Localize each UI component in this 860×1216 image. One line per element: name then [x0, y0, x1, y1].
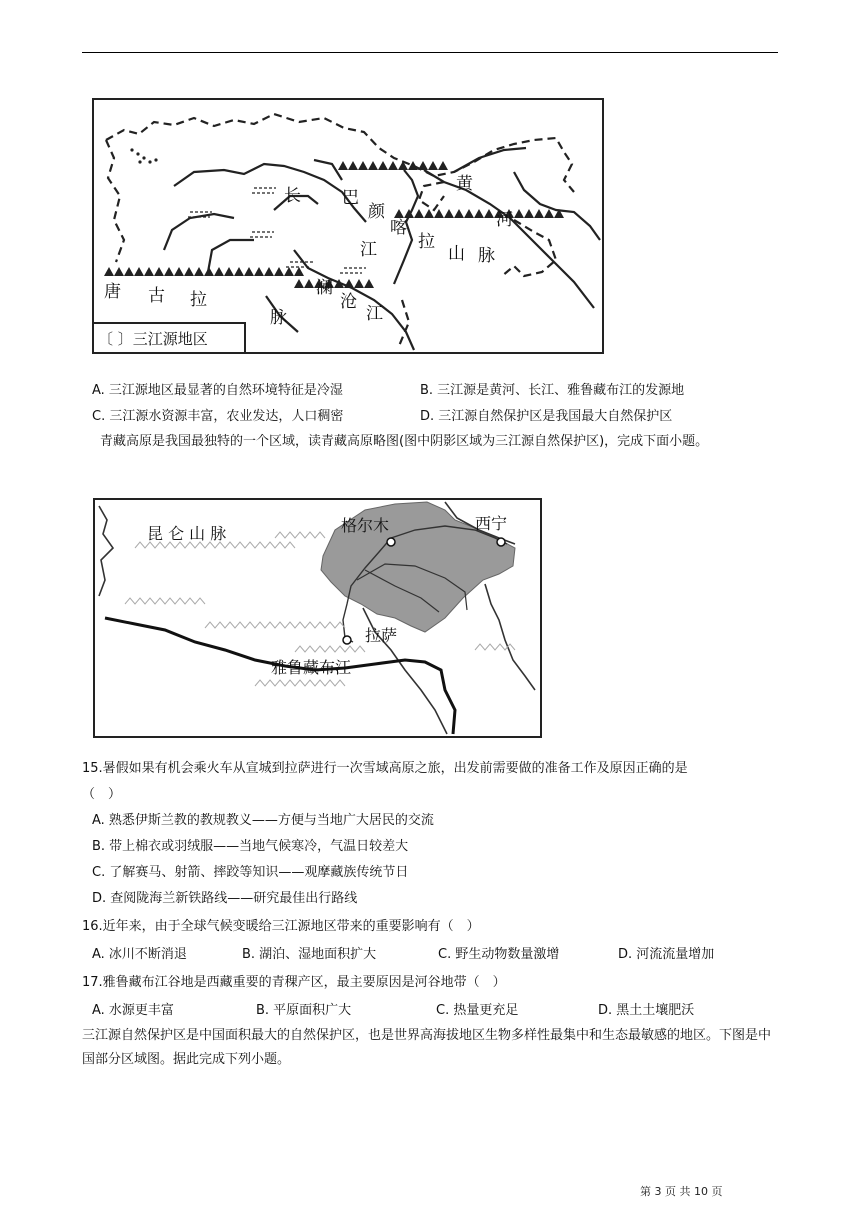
- q16-option-b: B. 湖泊、湿地面积扩大: [242, 947, 377, 962]
- label-ka: 喀: [390, 218, 407, 238]
- q15-stem-line2: （ ）: [82, 787, 122, 802]
- golmud-label: 格尔木: [341, 516, 390, 535]
- label-he: 河: [496, 210, 513, 230]
- q14-option-d: D. 三江源自然保护区是我国最大自然保护区: [420, 409, 673, 424]
- sanjiangyuan-map-marshes: [188, 188, 366, 273]
- label-la: 拉: [418, 232, 435, 252]
- label-gu: 古: [148, 286, 165, 306]
- q17-option-b: B. 平原面积广大: [256, 1003, 352, 1018]
- label-cang: 沧: [340, 292, 357, 312]
- q15-stem-line1: 15.暑假如果有机会乘火车从宣城到拉萨进行一次雪域高原之旅，出发前需要做的准备工作及原因正确的是: [82, 761, 688, 776]
- label-jiang: 江: [360, 240, 377, 260]
- sanjiangyuan-map-mountains: [104, 161, 564, 288]
- q16-option-c: C. 野生动物数量激增: [438, 947, 560, 962]
- closing-paragraph: 三江源自然保护区是中国面积最大的自然保护区，也是世界高海拔地区生物多样性最集中和生态最敏感的地区。下图是中国部分区域图。据此完成下列小题。: [82, 1028, 772, 1067]
- q15-option-a: A. 熟悉伊斯兰教的教规教义——方便与当地广大居民的交流: [92, 813, 434, 828]
- intro-paragraph-2: 青藏高原是我国最独特的一个区域，读青藏高原略图(图中阴影区域为三江源自然保护区)，完成下面小题。: [100, 434, 709, 449]
- tibet-plateau-map: [93, 498, 542, 738]
- yarlung-river-label: 雅鲁藏布江: [271, 658, 352, 677]
- label-chang: 长: [284, 186, 301, 206]
- label-jiang2: 江: [366, 304, 383, 324]
- lhasa-city-marker: [343, 636, 351, 644]
- q17-option-a: A. 水源更丰富: [92, 1003, 174, 1018]
- q15-option-c: C. 了解赛马、射箭、摔跤等知识——观摩藏族传统节日: [92, 865, 409, 880]
- xining-label: 西宁: [475, 514, 508, 533]
- q16-stem: 16.近年来，由于全球气候变暖给三江源地区带来的重要影响有（ ）: [82, 919, 480, 934]
- golmud-city-marker: [387, 538, 395, 546]
- sanjiangyuan-map: [92, 98, 604, 354]
- sanjiangyuan-map-drawing: [94, 100, 602, 352]
- q14-option-a: A. 三江源地区最显著的自然环境特征是冷湿: [92, 383, 343, 398]
- q16-option-a: A. 冰川不断消退: [92, 947, 187, 962]
- label-huang: 黄: [456, 174, 473, 194]
- lhasa-label: 拉萨: [365, 626, 398, 645]
- header-rule: [82, 52, 778, 53]
- label-mai2: 脉: [270, 308, 287, 328]
- label-la2: 拉: [190, 290, 207, 310]
- label-shan: 山: [448, 244, 465, 264]
- q16-option-d: D. 河流流量增加: [618, 947, 715, 962]
- legend-bracket-icon: 〔 〕: [98, 330, 133, 348]
- label-mai: 脉: [478, 246, 495, 266]
- label-lan: 澜: [316, 278, 333, 298]
- q15-option-d: D. 查阅陇海兰新铁路线——研究最佳出行路线: [92, 891, 358, 906]
- page-footer: 第 3 页 共 10 页: [640, 1185, 723, 1198]
- q15-option-b: B. 带上棉衣或羽绒服——当地气候寒冷，气温日较差大: [92, 839, 409, 854]
- kunlun-mountains-label: 昆 仑 山 脉: [147, 524, 227, 543]
- map-legend: [94, 322, 246, 352]
- label-ba: 巴: [342, 188, 359, 208]
- q17-stem: 17.雅鲁藏布江谷地是西藏重要的青稞产区，最主要原因是河谷地带（ ）: [82, 975, 506, 990]
- q17-option-d: D. 黑土土壤肥沃: [598, 1003, 695, 1018]
- sanjiangyuan-map-islands: [130, 148, 157, 163]
- q14-option-b: B. 三江源是黄河、长江、雅鲁藏布江的发源地: [420, 383, 685, 398]
- legend-text: 三江源地区: [132, 330, 208, 348]
- label-tang: 唐: [104, 282, 121, 302]
- q14-option-c: C. 三江源水资源丰富，农业发达，人口稠密: [92, 409, 344, 424]
- q17-option-c: C. 热量更充足: [436, 1003, 519, 1018]
- label-yan: 颜: [368, 202, 385, 222]
- xining-city-marker: [497, 538, 505, 546]
